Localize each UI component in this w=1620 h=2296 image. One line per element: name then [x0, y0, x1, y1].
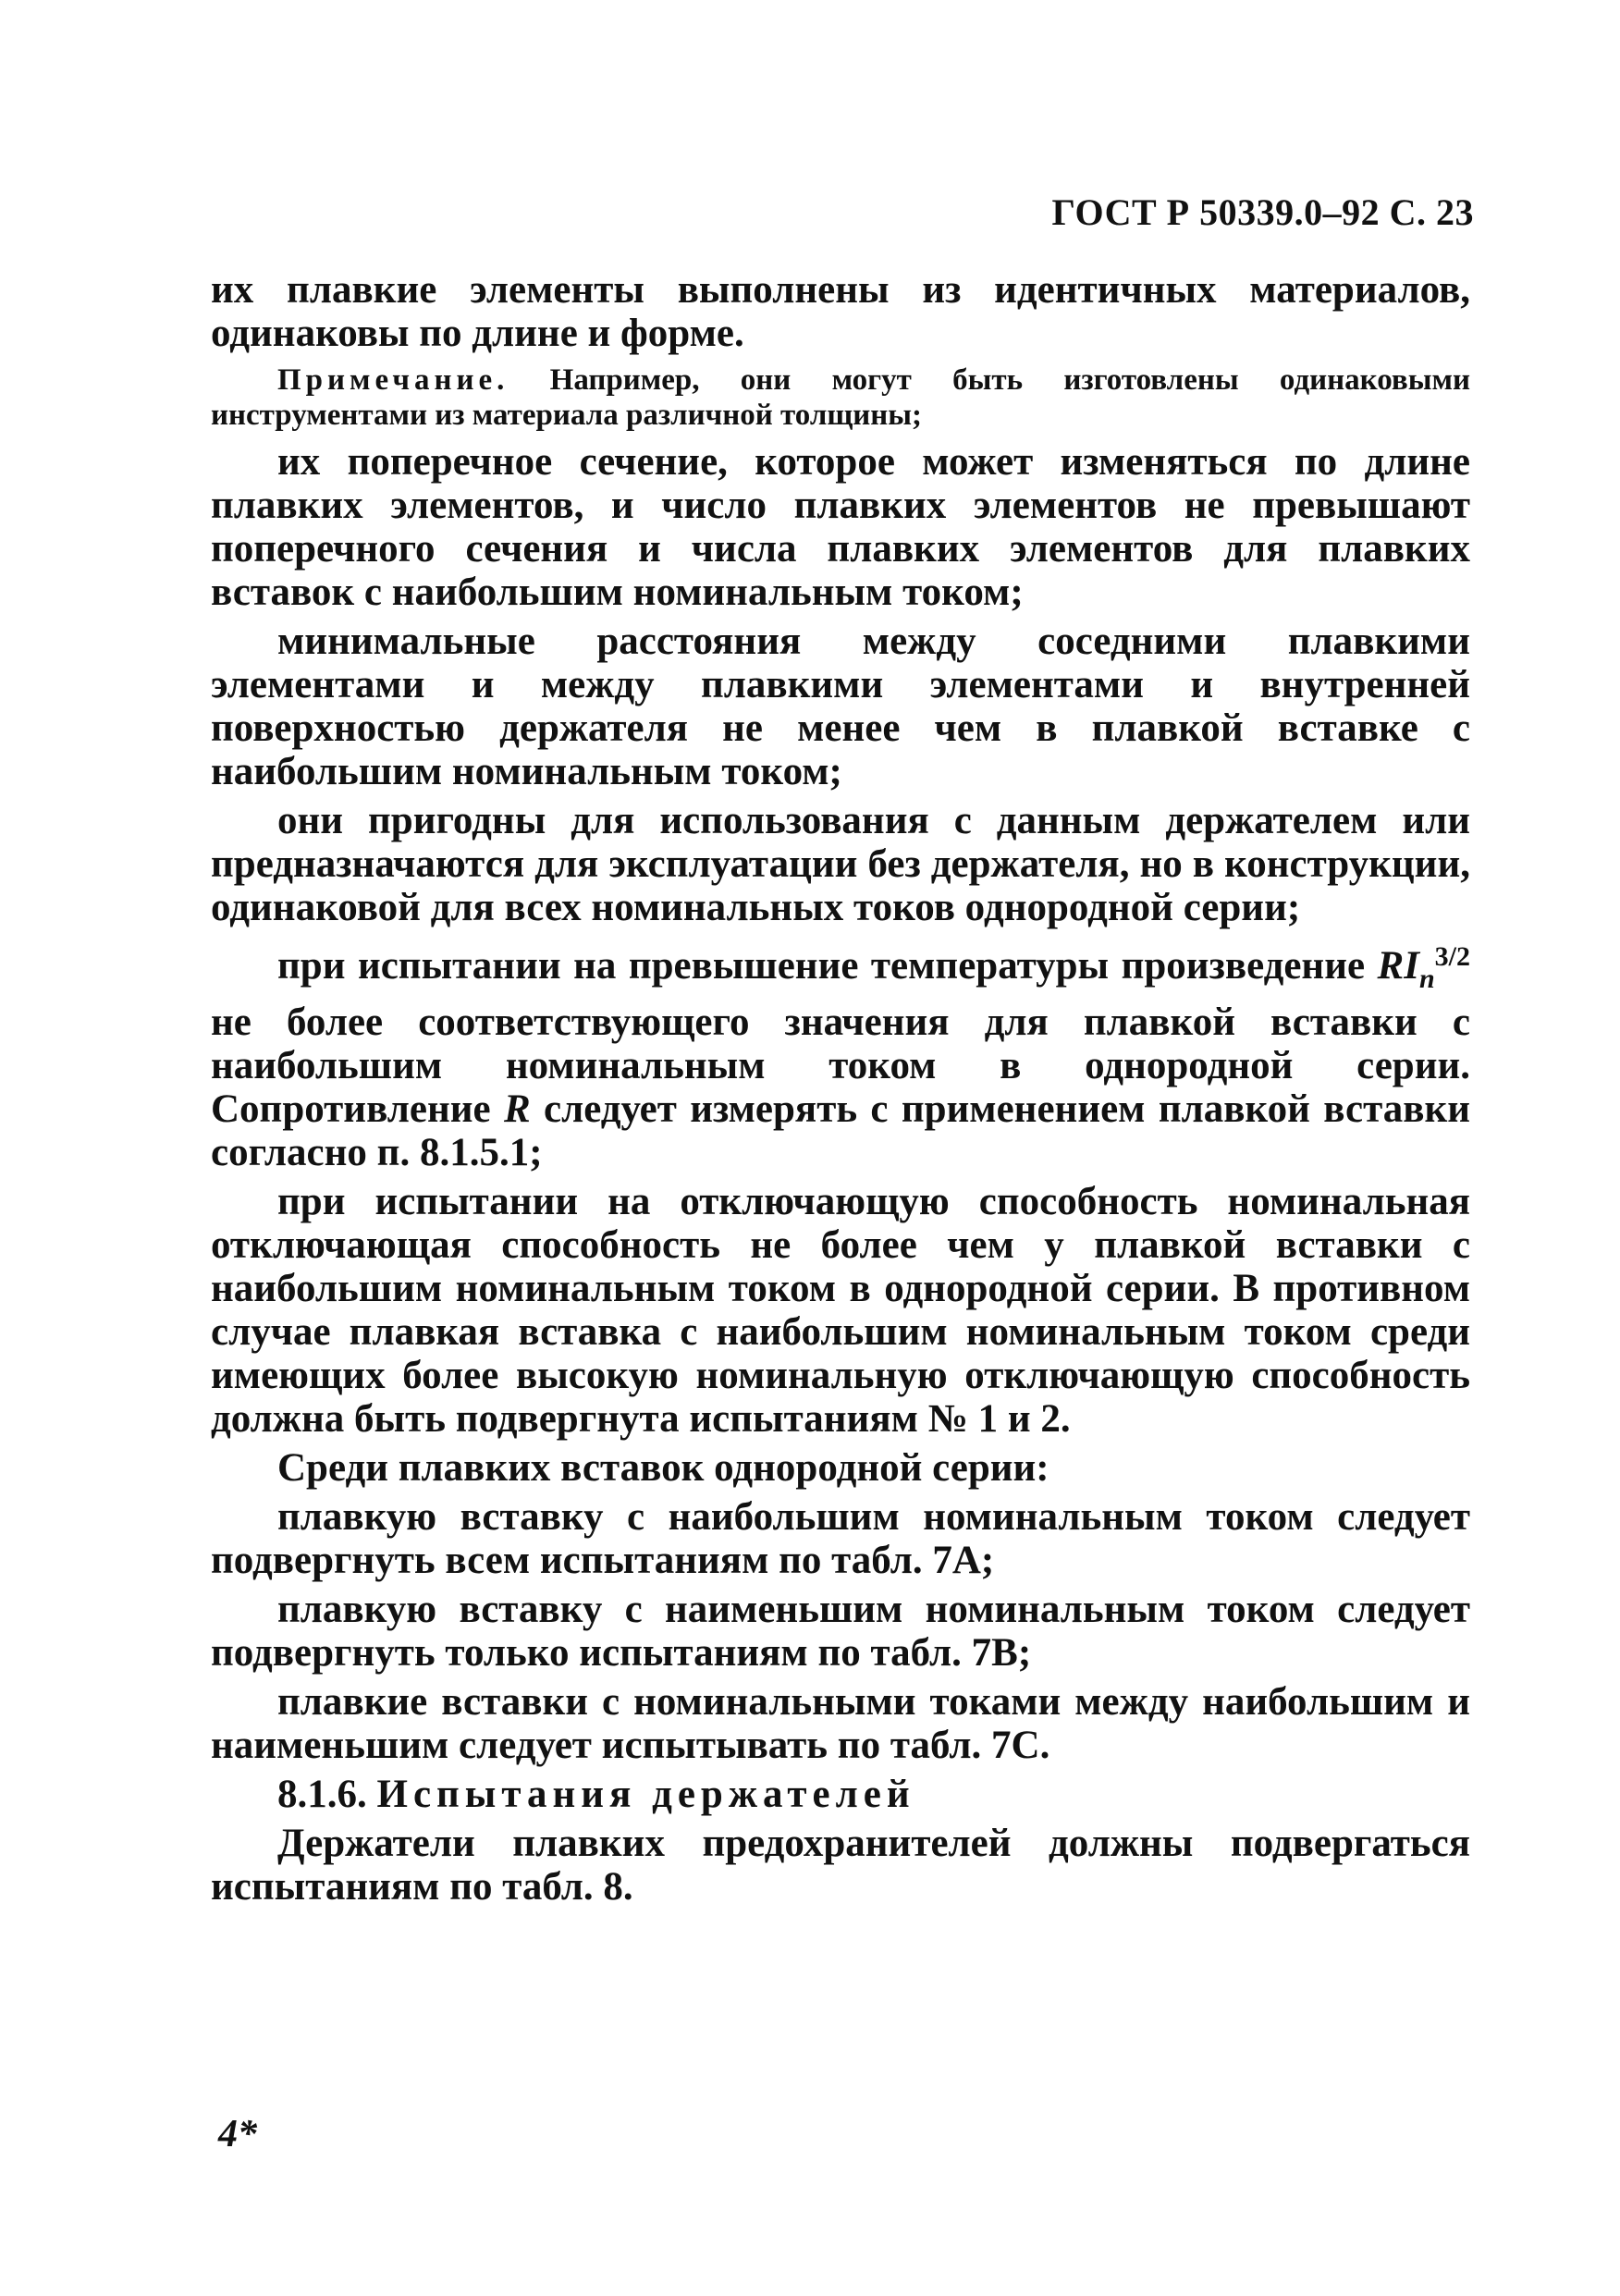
body-text	[211, 268, 1470, 1914]
note	[211, 362, 1470, 433]
paragraph: плавкую вставку с наименьшим номинальным током следует подвергнуть только испытаниям по табл. 7В;	[211, 1588, 1470, 1675]
paragraph: при испытании на отключающую способность номинальная отключающая способность не более чем у плавкой вставки с наибольшим номинальным током в однородной серии. В противном случае плавкая вставка с наибольшим номинальным током среди имеющих более высокую номинальную отключающую способность должна быть подвергнута испытаниям № 1 и 2.	[211, 1180, 1470, 1441]
formula-text-after: следует измерять с применением плавкой вставки согласно п. 8.1.5.1;	[211, 1087, 1471, 1174]
note-text: Например, они могут быть изготовлены одинаковыми инструментами из материала различной толщины;	[211, 363, 1471, 432]
paragraph-formula	[211, 935, 1470, 1174]
paragraph: Держатели плавких предохранителей должны подвергаться испытаниям по табл. 8.	[211, 1822, 1470, 1909]
formula-subscript: n	[1418, 964, 1435, 994]
paragraph: минимальные расстояния между соседними плавкими элементами и между плавкими элементами и внутренней поверхностью держателя не менее чем в плавкой вставке с наибольшим номинальным током;	[211, 620, 1470, 793]
paragraph: их плавкие элементы выполнены из идентичных материалов, одинаковы по длине и форме.	[211, 268, 1470, 355]
page-header: ГОСТ Р 50339.0–92 С. 23	[1051, 191, 1474, 233]
page-signature-mark: 4*	[218, 2113, 257, 2155]
formula-superscript: 3/2	[1434, 941, 1470, 972]
paragraph: их поперечное сечение, которое может изменяться по длине плавких элементов, и число плавких элементов не превышают поперечного сечения и числа плавких элементов для плавких вставок с наибольшим номинальным током;	[211, 440, 1470, 614]
note-label: Примечание.	[277, 363, 509, 397]
formula-text-mid: не более соответствующего значения для плавкой вставки с наибольшим номинальным током в однородной серии. Сопротивление	[211, 1001, 1470, 1131]
paragraph: плавкую вставку с наибольшим номинальным током следует подвергнуть всем испытаниям по табл. 7А;	[211, 1495, 1470, 1582]
formula-text-before: при испытании на превышение температуры произведение	[277, 944, 1366, 988]
section-heading	[211, 1773, 1470, 1816]
section-title: Испытания держателей	[376, 1773, 915, 1816]
paragraph: Среди плавких вставок однородной серии:	[277, 1446, 1049, 1490]
paragraph: плавкие вставки с номинальными токами между наибольшим и наименьшим следует испытывать по табл. 7С.	[211, 1680, 1470, 1767]
formula-r: R	[503, 1087, 531, 1131]
section-number: 8.1.6.	[277, 1773, 367, 1816]
formula-ri: RI	[1377, 944, 1419, 988]
paragraph: они пригодны для использования с данным держателем или предназначаются для эксплуатации без держателя, но в конструкции, одинаковой для всех номинальных токов однородной серии;	[211, 799, 1470, 929]
